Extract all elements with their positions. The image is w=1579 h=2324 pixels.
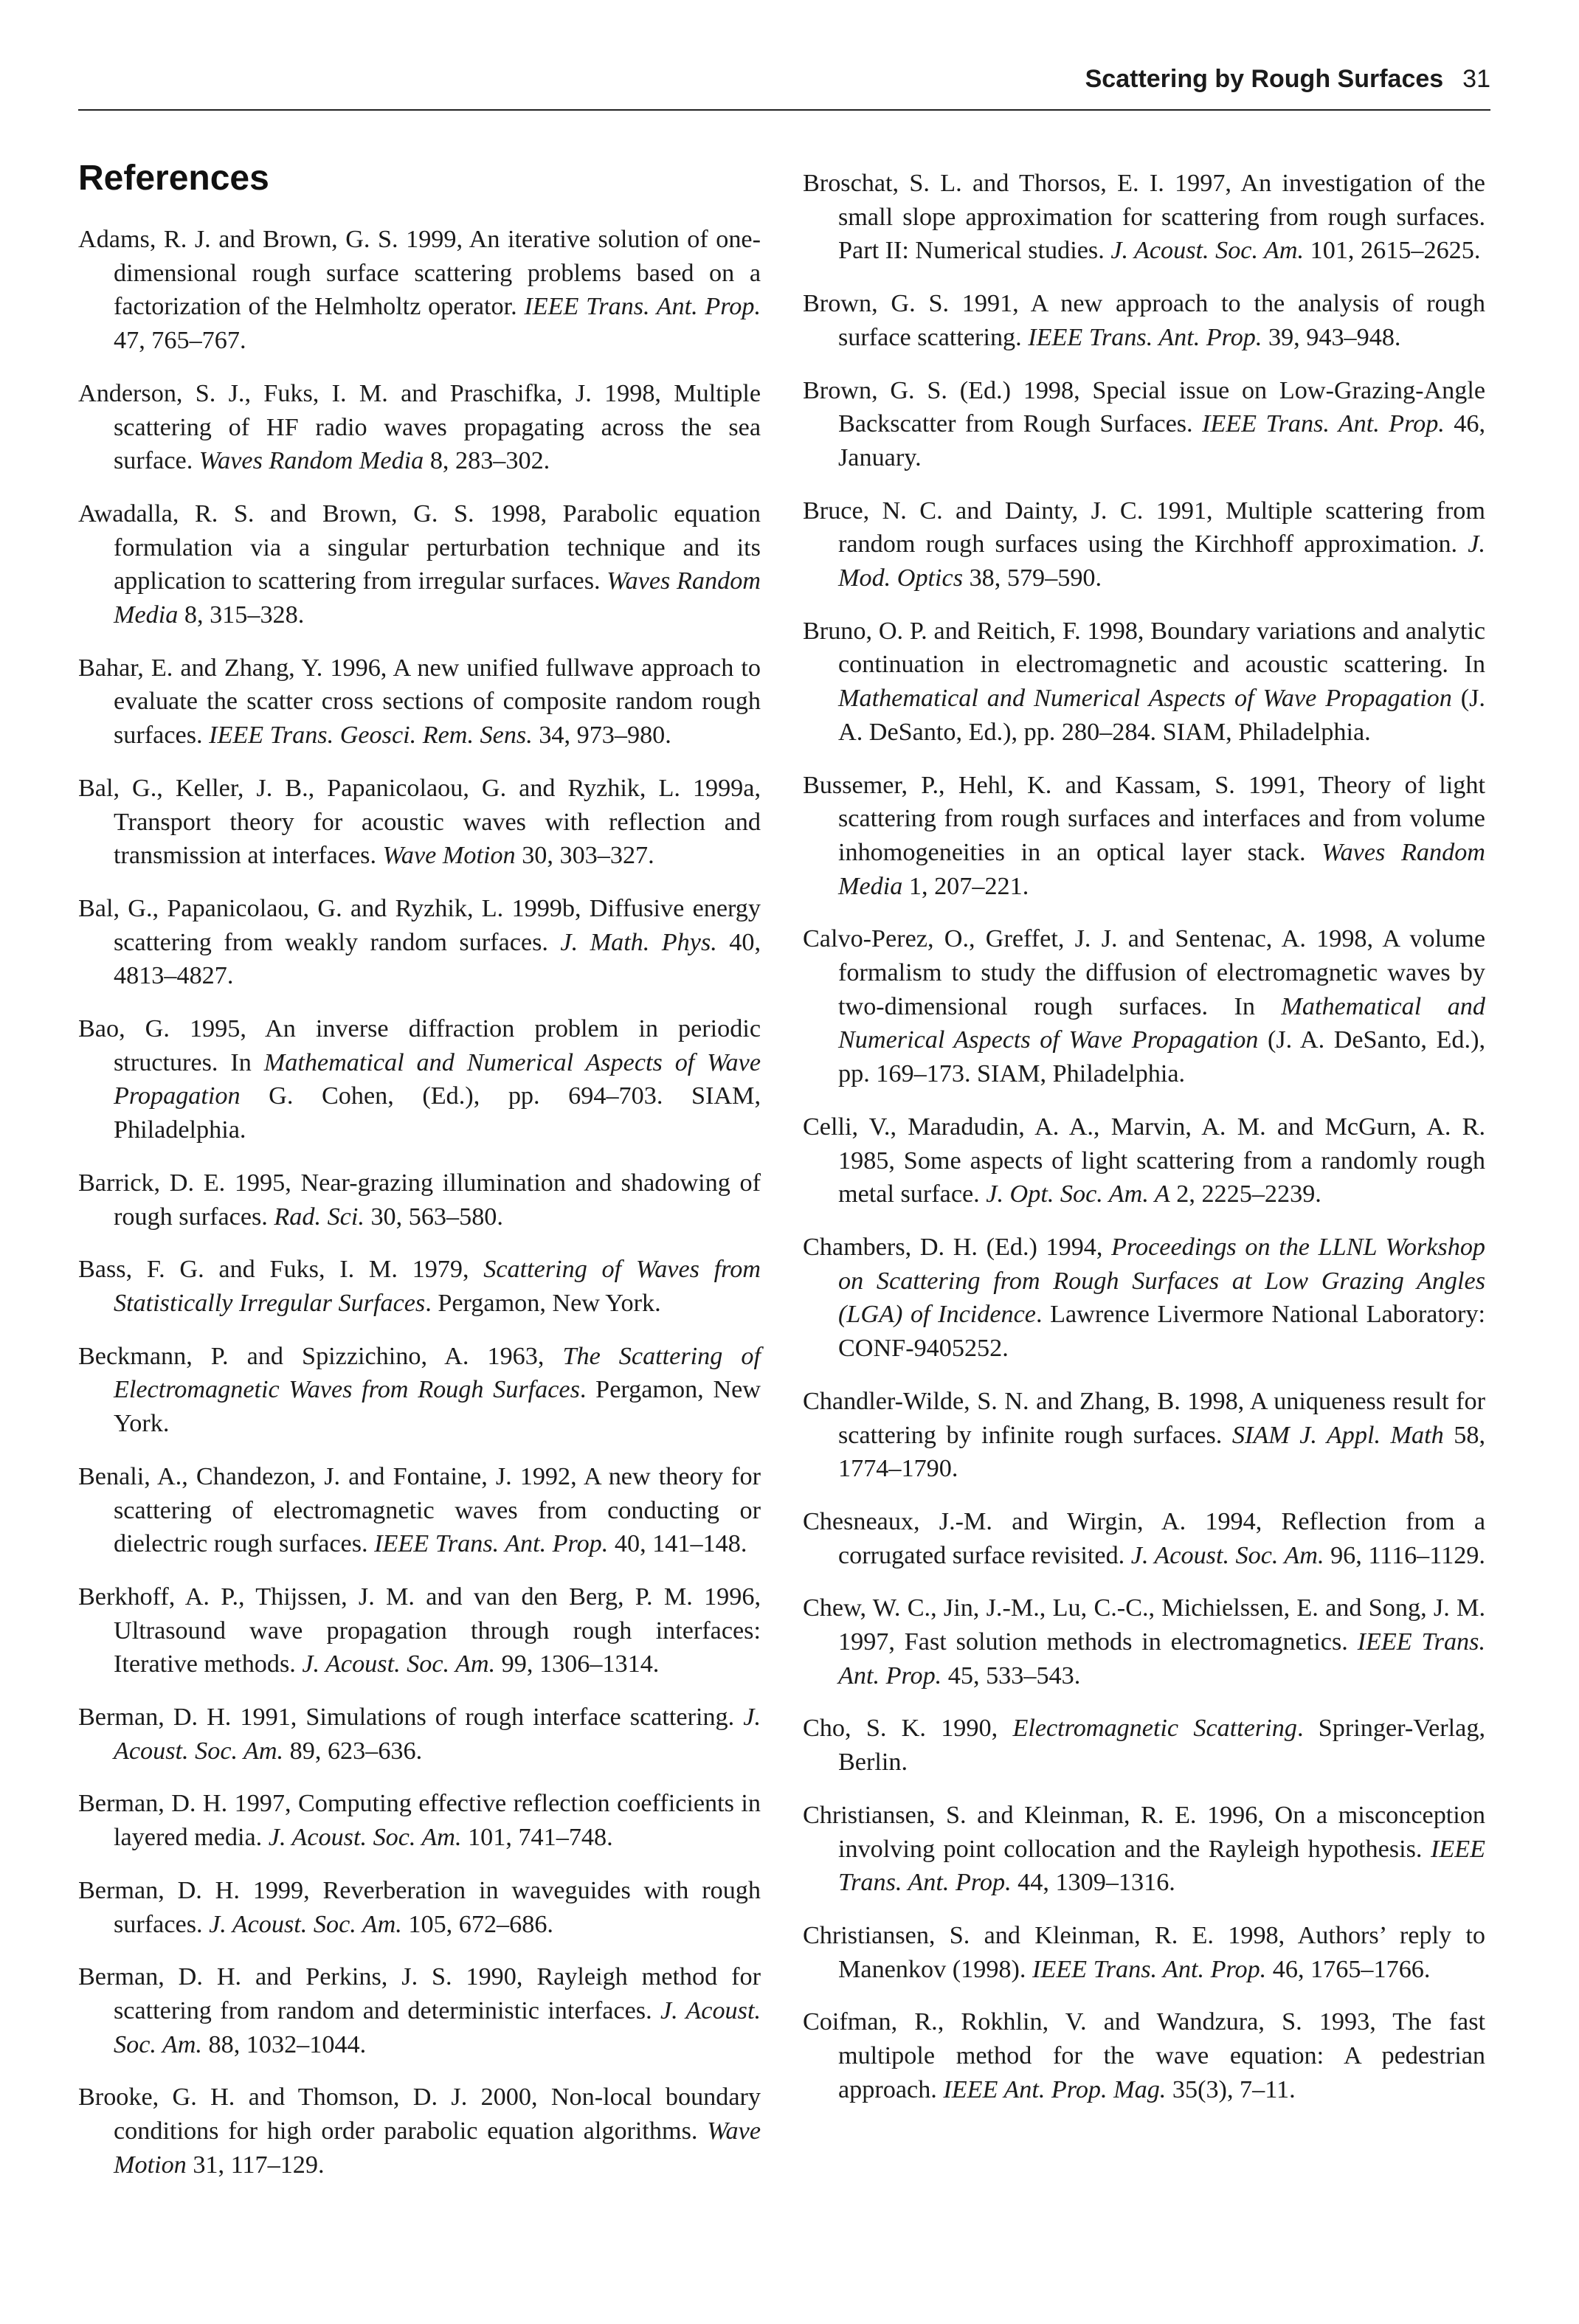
reference-entry: Chambers, D. H. (Ed.) 1994, Proceedings on the LLNL Workshop on Scattering from Rough Surfaces at Low Grazing Angles (LGA) of Incidence. Lawrence Livermore National Laboratory: CONF-9405252. xyxy=(803,1233,1486,1363)
reference-entry: Awadalla, R. S. and Brown, G. S. 1998, Parabolic equation formulation via a singular perturbation technique and its application to scattering from irregular surfaces. Waves Random Media 8, 315–328. xyxy=(78,499,761,629)
reference-entry: Bal, G., Keller, J. B., Papanicolaou, G. and Ryzhik, L. 1999a, Transport theory for acoustic waves with reflection and transmission at interfaces. Wave Motion 30, 303–327. xyxy=(78,774,761,870)
reference-entry: Brown, G. S. 1991, A new approach to the analysis of rough surface scattering. IEEE Trans. Ant. Prop. 39, 943–948. xyxy=(803,290,1485,351)
reference-entry: Chesneaux, J.-M. and Wirgin, A. 1994, Reflection from a corrugated surface revisited. J. Acoust. Soc. Am. 96, 1116–1129. xyxy=(803,1507,1485,1569)
reference-entry: Bao, G. 1995, An inverse diffraction problem in periodic structures. In Mathematical and Numerical Aspects of Wave Propagation G. Cohen, (Ed.), pp. 694–703. SIAM, Philadelphia. xyxy=(78,1015,761,1144)
reference-entry: Bruce, N. C. and Dainty, J. C. 1991, Multiple scattering from random rough surfaces using the Kirchhoff approximation. J. Mod. Optics 38, 579–590. xyxy=(803,497,1485,592)
reference-entry: Bass, F. G. and Fuks, I. M. 1979, Scattering of Waves from Statistically Irregular Surfaces. Pergamon, New York. xyxy=(78,1256,761,1317)
reference-entry: Benali, A., Chandezon, J. and Fontaine, J. 1992, A new theory for scattering of electromagnetic waves from conducting or dielectric rough surfaces. IEEE Trans. Ant. Prop. 40, 141–148. xyxy=(78,1462,761,1558)
reference-entry: Adams, R. J. and Brown, G. S. 1999, An iterative solution of one-dimensional rough surface scattering problems based on a factorization of the Helmholtz operator. IEEE Trans. Ant. Prop. 47, 765–767. xyxy=(78,226,761,355)
reference-entry: Beckmann, P. and Spizzichino, A. 1963, The Scattering of Electromagnetic Waves from Rough Surfaces. Pergamon, New York. xyxy=(78,1342,761,1438)
reference-entry: Bal, G., Papanicolaou, G. and Ryzhik, L. 1999b, Diffusive energy scattering from weakly random surfaces. J. Math. Phys. 40, 4813–4827. xyxy=(78,894,761,990)
reference-entry: Chew, W. C., Jin, J.-M., Lu, C.-C., Michielssen, E. and Song, J. M. 1997, Fast solution methods in electromagnetics. IEEE Trans. Ant. Prop. 45, 533–543. xyxy=(803,1594,1485,1690)
reference-entry: Brooke, G. H. and Thomson, D. J. 2000, Non-local boundary conditions for high order parabolic equation algorithms. Wave Motion 31, 117–129. xyxy=(78,2083,761,2179)
reference-entry: Bussemer, P., Hehl, K. and Kassam, S. 1991, Theory of light scattering from rough surfaces and interfaces and from volume inhomogeneities in an optical layer stack. Waves Random Media 1, 207–221. xyxy=(803,771,1485,900)
references-left-column xyxy=(78,223,761,2201)
reference-entry: Cho, S. K. 1990, Electromagnetic Scattering. Springer-Verlag, Berlin. xyxy=(803,1715,1485,1777)
reference-entry: Coifman, R., Rokhlin, V. and Wandzura, S. 1993, The fast multipole method for the wave equation: A pedestrian approach. IEEE Ant. Prop. Mag. 35(3), 7–11. xyxy=(803,2008,1485,2103)
reference-entry: Broschat, S. L. and Thorsos, E. I. 1997, An investigation of the small slope approximation for scattering from rough surfaces. Part II: Numerical studies. J. Acoust. Soc. Am. 101, 2615–2625. xyxy=(803,170,1485,265)
reference-entry: Berkhoff, A. P., Thijssen, J. M. and van den Berg, P. M. 1996, Ultrasound wave propagation through rough interfaces: Iterative methods. J. Acoust. Soc. Am. 99, 1306–1314. xyxy=(78,1583,761,1678)
reference-entry: Barrick, D. E. 1995, Near-grazing illumination and shadowing of rough surfaces. Rad. Sci. 30, 563–580. xyxy=(78,1169,761,1231)
reference-entry: Bahar, E. and Zhang, Y. 1996, A new unified fullwave approach to evaluate the scatter cross sections of composite random rough surfaces. IEEE Trans. Geosci. Rem. Sens. 34, 973–980. xyxy=(78,654,761,750)
reference-entry: Berman, D. H. and Perkins, J. S. 1990, Rayleigh method for scattering from random and deterministic interfaces. J. Acoust. Soc. Am. 88, 1032–1044. xyxy=(78,1963,761,2058)
reference-entry: Christiansen, S. and Kleinman, R. E. 1998, Authors’ reply to Manenkov (1998). IEEE Trans. Ant. Prop. 46, 1765–1766. xyxy=(803,1921,1485,1983)
reference-entry: Chandler-Wilde, S. N. and Zhang, B. 1998, A uniqueness result for scattering by infinite rough surfaces. SIAM J. Appl. Math 58, 1774–1790. xyxy=(803,1387,1485,1483)
reference-entry: Bruno, O. P. and Reitich, F. 1998, Boundary variations and analytic continuation in electromagnetic and acoustic scattering. In Mathematical and Numerical Aspects of Wave Propagation (J. A. DeSanto, Ed.), pp. 280–284. SIAM, Philadelphia. xyxy=(803,617,1485,746)
running-head xyxy=(78,65,1490,108)
reference-entry: Berman, D. H. 1991, Simulations of rough interface scattering. J. Acoust. Soc. Am. 89, 623–636. xyxy=(78,1704,761,1765)
reference-entry: Brown, G. S. (Ed.) 1998, Special issue on Low-Grazing-Angle Backscatter from Rough Surfaces. IEEE Trans. Ant. Prop. 46, January. xyxy=(803,376,1485,471)
references-right-column xyxy=(803,167,1485,2126)
section-heading: References xyxy=(78,159,269,198)
header-rule xyxy=(78,109,1490,111)
reference-entry: Celli, V., Maradudin, A. A., Marvin, A. M. and McGurn, A. R. 1985, Some aspects of light scattering from a randomly rough metal surface. J. Opt. Soc. Am. A 2, 2225–2239. xyxy=(803,1113,1485,1208)
reference-entry: Christiansen, S. and Kleinman, R. E. 1996, On a misconception involving point collocation and the Rayleigh hypothesis. IEEE Trans. Ant. Prop. 44, 1309–1316. xyxy=(803,1801,1485,1897)
reference-entry: Berman, D. H. 1997, Computing effective reflection coefficients in layered media. J. Acoust. Soc. Am. 101, 741–748. xyxy=(78,1790,761,1852)
reference-entry: Calvo-Perez, O., Greffet, J. J. and Sentenac, A. 1998, A volume formalism to study the diffusion of electromagnetic waves by two-dimensional rough surfaces. In Mathematical and Numerical Aspects of Wave Propagation (J. A. DeSanto, Ed.), pp. 169–173. SIAM, Philadelphia. xyxy=(803,925,1486,1088)
page-number: 31 xyxy=(1462,65,1490,93)
reference-entry: Berman, D. H. 1999, Reverberation in waveguides with rough surfaces. J. Acoust. Soc. Am. 105, 672–686. xyxy=(78,1876,761,1938)
reference-entry: Anderson, S. J., Fuks, I. M. and Praschifka, J. 1998, Multiple scattering of HF radio waves propagating across the sea surface. Waves Random Media 8, 283–302. xyxy=(78,379,761,475)
running-head-title: Scattering by Rough Surfaces xyxy=(1085,65,1444,93)
